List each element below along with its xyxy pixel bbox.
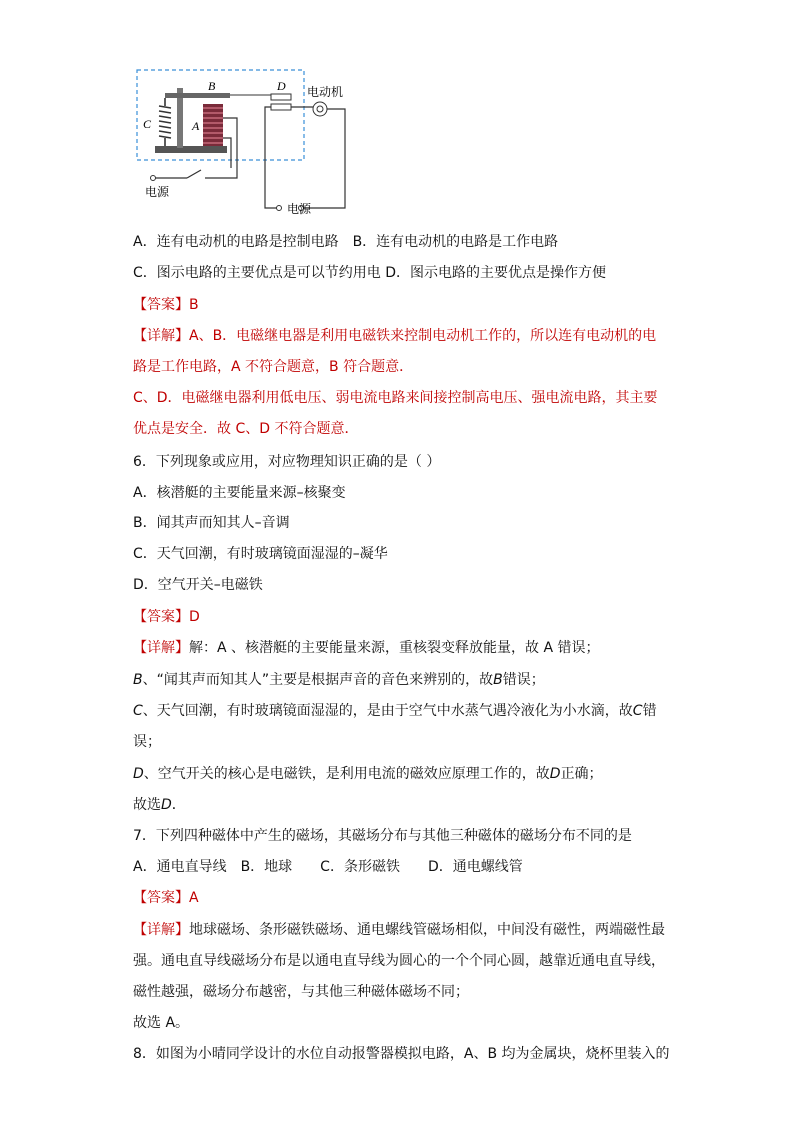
q7-detail-1 (133, 920, 665, 940)
detail-text: ． (171, 797, 186, 813)
q7-detail-4: 故选 A。 (133, 1015, 190, 1031)
answer-tag: 【答案】 (133, 890, 189, 906)
q7-detail-3: 磁性越强，磁场分布越密，与其他三种磁体磁场不同； (133, 984, 469, 1000)
contact-d-icon (230, 94, 291, 110)
q5-answer (133, 295, 199, 315)
q6-answer (133, 607, 200, 627)
italic-letter: D (133, 766, 144, 782)
circuit-wires (155, 107, 345, 208)
italic-letter: D (161, 797, 172, 813)
detail-text: 地球磁场、条形磁铁磁场、通电螺线管磁场相似，中间没有磁性，两端磁性最 (189, 922, 665, 938)
q5-detail-4: 优点是安全．故 C、D 不符合题意． (133, 421, 359, 437)
relay-base-plate (155, 146, 227, 153)
detail-text: 错误； (502, 672, 545, 688)
detail-text: 错 (642, 703, 657, 719)
q6-detail-6 (133, 795, 186, 815)
q8-stem: 8．如图为小晴同学设计的水位自动报警器模拟电路，A、B 均为金属块，烧杯里装入的 (133, 1046, 670, 1062)
label-source-left: 电源 (145, 185, 170, 199)
q5-options-cd: C．图示电路的主要优点是可以节约用电 D．图示电路的主要优点是操作方便 (133, 265, 607, 281)
detail-text: 解：A 、核潜艇的主要能量来源，重核裂变释放能量，故 A 错误； (189, 640, 600, 656)
answer-tag: 【答案】 (133, 609, 189, 625)
q6-stem: 6．下列现象或应用，对应物理知识正确的是（ ） (133, 454, 441, 470)
q6-detail-5 (133, 764, 603, 784)
label-d: D (277, 79, 286, 93)
q7-answer (133, 888, 199, 908)
q6-detail-1 (133, 638, 600, 658)
detail-text: A、B．电磁继电器是利用电磁铁来控制电动机工作的，所以连有电动机的电 (189, 328, 657, 344)
armature-b (165, 93, 230, 98)
q6-option-b: B．闻其声而知其人–音调 (133, 515, 290, 531)
detail-text: 正确； (560, 766, 603, 782)
q6-detail-2 (133, 670, 545, 690)
q6-option-a: A．核潜艇的主要能量来源–核聚变 (133, 485, 346, 501)
q5-detail-3: C、D．电磁继电器利用低电压、弱电流电路来间接控制高电压、强电流电路，其主要 (133, 390, 658, 406)
detail-text: 、天气回潮，有时玻璃镜面湿湿的，是由于空气中水蒸气遇冷液化为小水滴，故 (142, 703, 633, 719)
label-c: C (143, 117, 152, 131)
q6-option-c: C．天气回潮，有时玻璃镜面湿湿的–凝华 (133, 546, 388, 562)
italic-letter: B (133, 672, 143, 688)
detail-text: 故选 (133, 797, 161, 813)
detail-tag: 【详解】 (133, 922, 189, 938)
detail-text: 、空气开关的核心是电磁铁，是利用电流的磁效应原理工作的，故 (143, 766, 550, 782)
italic-letter: C (632, 703, 643, 719)
answer-tag: 【答案】 (133, 297, 189, 313)
label-b: B (208, 79, 216, 93)
italic-letter: B (493, 672, 503, 688)
q6-option-d: D．空气开关–电磁铁 (133, 577, 263, 593)
italic-letter: D (549, 766, 561, 782)
electromagnet-a-icon (203, 104, 223, 146)
detail-text: 、“闻其声而知其人”主要是根据声音的音色来辨别的，故 (142, 672, 494, 688)
relay-circuit-figure (135, 68, 360, 218)
q6-detail-3 (133, 701, 657, 721)
italic-letter: C (133, 703, 143, 719)
detail-tag: 【详解】 (133, 328, 189, 344)
answer-value: B (189, 297, 199, 313)
answer-value: D (189, 609, 200, 625)
q7-options: A．通电直导线 B．地球 C．条形磁铁 D．通电螺线管 (133, 859, 523, 875)
label-source-bottom: 电源 (287, 202, 312, 216)
q5-options-ab: A．连有电动机的电路是控制电路 B．连有电动机的电路是工作电路 (133, 234, 559, 250)
q5-detail-1 (133, 326, 656, 346)
detail-tag: 【详解】 (133, 640, 189, 656)
q5-detail-2: 路是工作电路，A 不符合题意，B 符合题意． (133, 359, 414, 375)
left-source-terminal (151, 176, 156, 181)
q7-stem: 7．下列四种磁体中产生的磁场，其磁场分布与其他三种磁体的磁场分布不同的是 (133, 828, 632, 844)
label-a: A (192, 119, 200, 133)
label-motor: 电动机 (307, 85, 344, 99)
motor-icon (313, 102, 327, 116)
bottom-source-terminal-left (277, 206, 282, 211)
spring-c-icon (159, 98, 171, 146)
answer-value: A (189, 890, 199, 906)
q7-detail-2: 强。通电直导线磁场分布是以通电直导线为圆心的一个个同心圆，越靠近通电直导线， (133, 953, 665, 969)
q6-detail-4: 误； (133, 734, 161, 750)
